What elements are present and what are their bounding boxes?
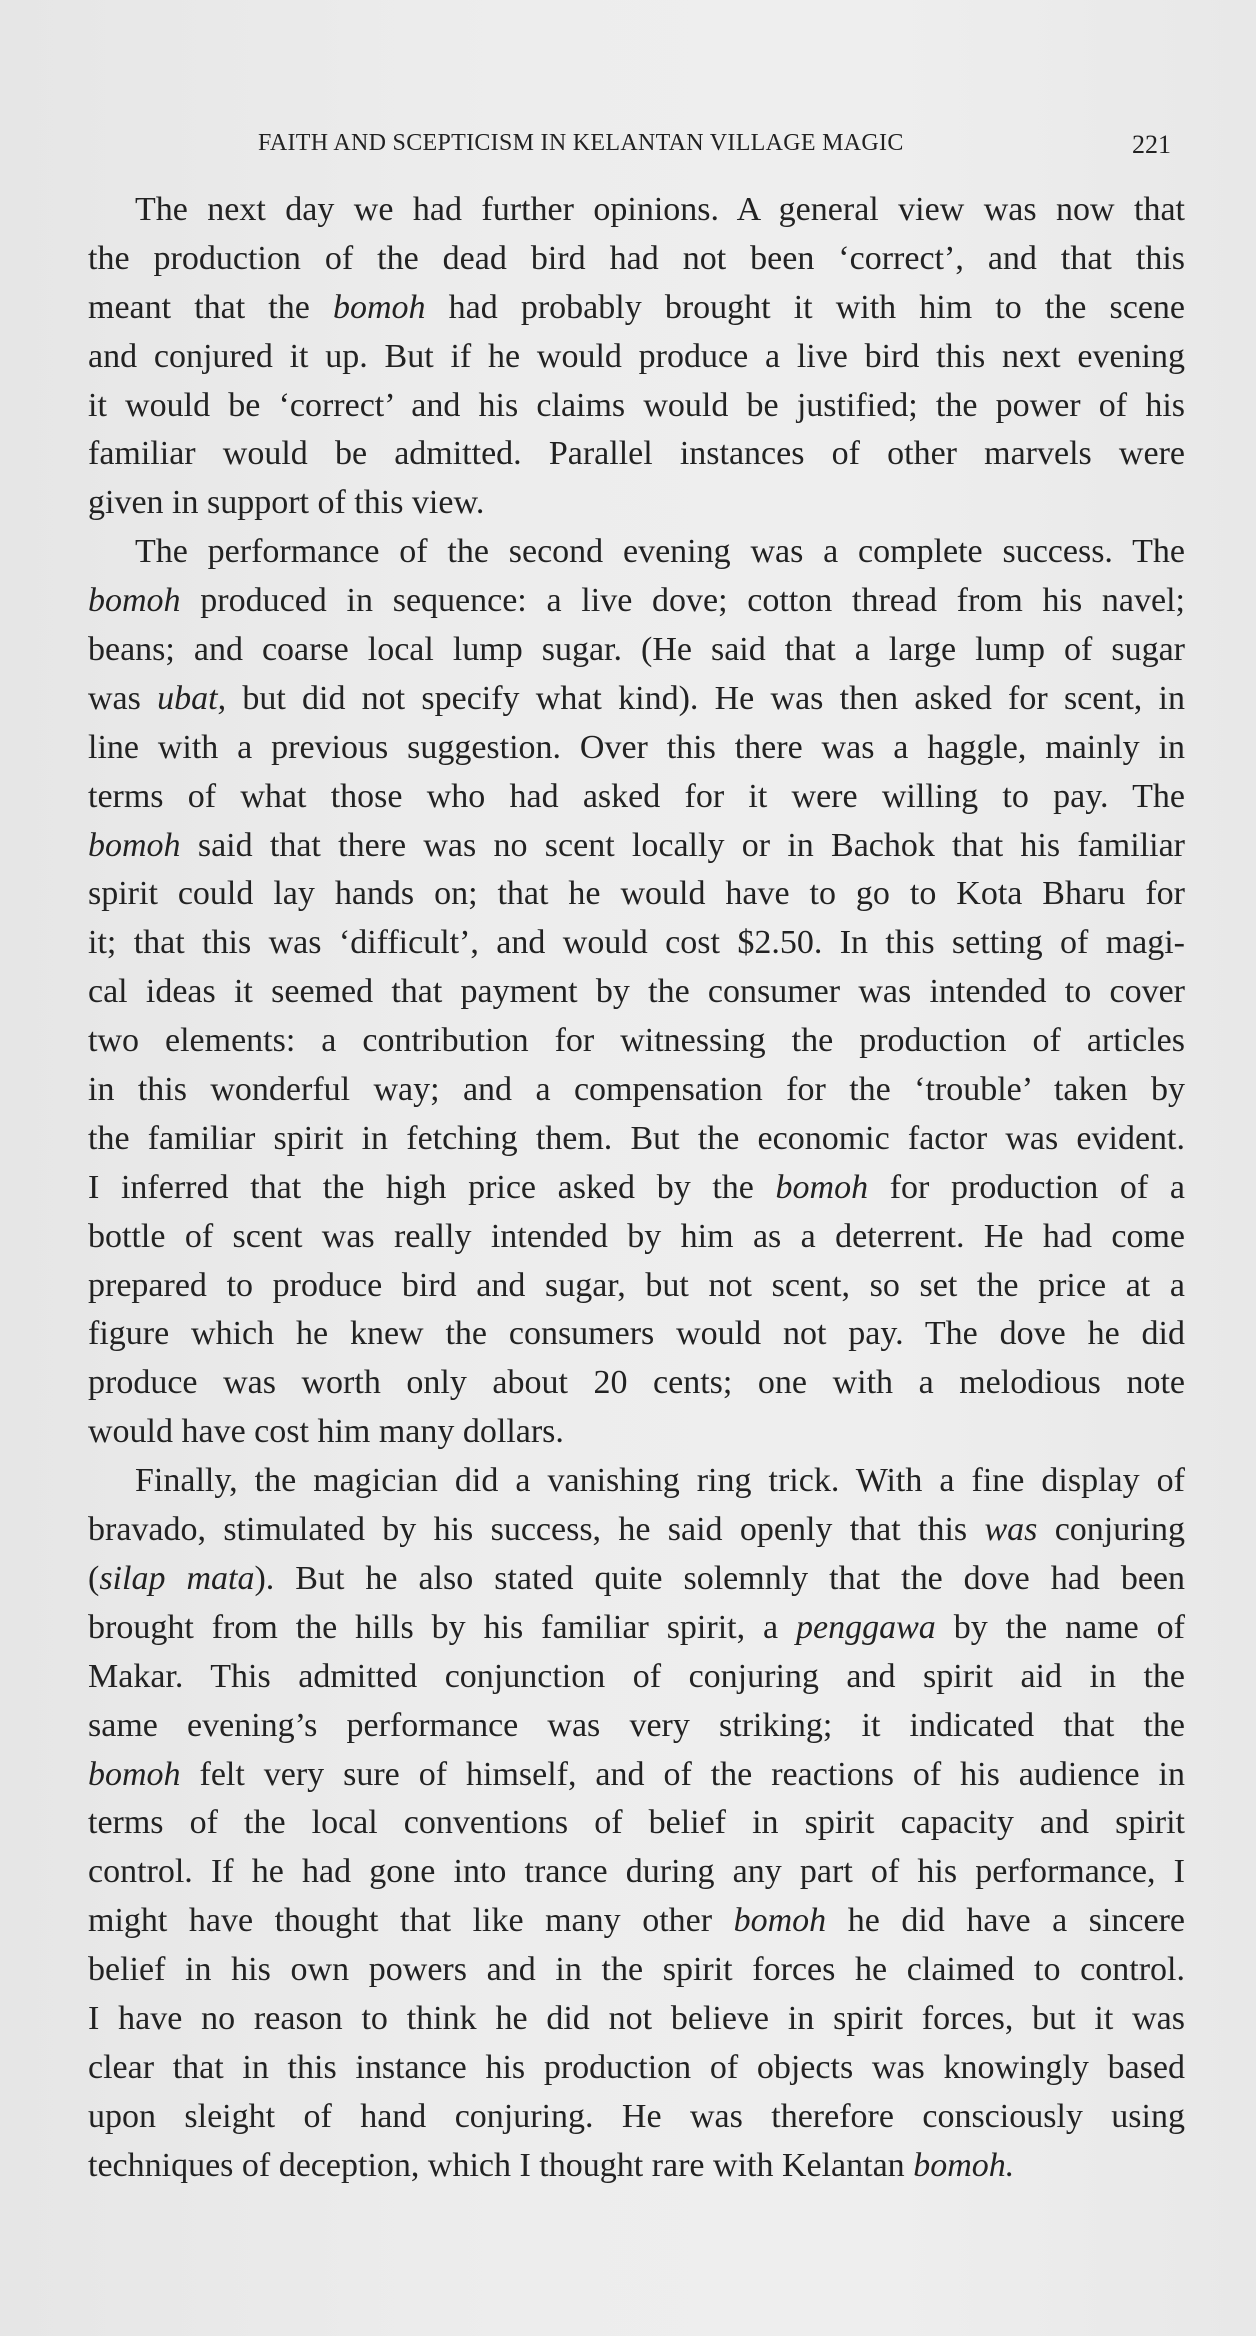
italic-text: ubat, (157, 679, 227, 717)
text-line (88, 1457, 1185, 1506)
text-line (88, 724, 1185, 773)
page-number: 221 (1132, 130, 1171, 159)
paragraph (88, 186, 1185, 528)
text-segment: brought from the hills by his familiar spirit, a (88, 1608, 797, 1646)
text-segment: it; that this was ‘difficult’, and would cost $2.50. In this setting of magi- (88, 924, 1185, 962)
italic-text: was (984, 1511, 1038, 1549)
text-line (88, 1506, 1185, 1555)
text-line (88, 1115, 1185, 1164)
italic-text: bomoh. (913, 2146, 1015, 2184)
text-segment: the familiar spirit in fetching them. But the economic factor was evident. (88, 1119, 1185, 1157)
text-segment: same evening’s performance was very striking; it indicated that the (88, 1706, 1185, 1744)
text-segment: the production of the dead bird had not been ‘correct’, and that this (88, 239, 1185, 277)
text-segment: given in support of this view. (88, 484, 485, 522)
text-line (88, 333, 1185, 382)
text-segment: and conjured it up. But if he would produce a live bird this next evening (88, 337, 1185, 375)
text-segment: The next day we had further opinions. A general view was now that (135, 191, 1185, 228)
italic-text: silap mata (99, 1559, 255, 1597)
text-line (88, 1017, 1185, 1066)
text-segment: it would be ‘correct’ and his claims would be justified; the power of his (88, 386, 1185, 424)
text-segment: Makar. This admitted conjunction of conjuring and spirit aid in the (88, 1657, 1185, 1695)
italic-text: bomoh (733, 1902, 827, 1940)
text-segment: figure which he knew the consumers would not pay. The dove he did (88, 1315, 1185, 1353)
paragraph (88, 1457, 1185, 2190)
text-segment: he did have a sincere (826, 1902, 1185, 1940)
text-line (88, 2093, 1185, 2142)
body-text (88, 186, 1185, 2191)
text-segment: terms of the local conventions of belief in spirit capacity and spirit (88, 1804, 1185, 1842)
text-segment: spirit could lay hands on; that he would have to go to Kota Bharu for (88, 875, 1185, 913)
text-segment: was (88, 679, 158, 717)
italic-text: penggawa (796, 1608, 936, 1646)
text-line (88, 1702, 1185, 1751)
text-segment: meant that the (88, 288, 333, 326)
text-segment: felt very sure of himself, and of the reactions of his audience in (180, 1755, 1185, 1793)
text-segment: terms of what those who had asked for it were willing to pay. The (88, 777, 1185, 815)
text-segment: belief in his own powers and in the spirit forces he claimed to control. (88, 1951, 1185, 1989)
text-segment: beans; and coarse local lump sugar. (He said that a large lump of sugar (88, 631, 1185, 669)
text-line (88, 577, 1185, 626)
text-segment: ( (88, 1559, 100, 1597)
text-segment: control. If he had gone into trance during any part of his performance, I (88, 1853, 1185, 1891)
paragraph (88, 528, 1185, 1457)
text-segment: cal ideas it seemed that payment by the consumer was intended to cover (88, 973, 1185, 1011)
text-segment: might have thought that like many other (88, 1902, 734, 1940)
text-segment: produced in sequence: a live dove; cotton thread from his navel; (180, 582, 1185, 620)
text-line (88, 284, 1185, 333)
text-segment: Finally, the magician did a vanishing ring trick. With a fine display of (135, 1462, 1185, 1500)
text-line (88, 1164, 1185, 1213)
text-line (88, 1653, 1185, 1702)
text-line (88, 1848, 1185, 1897)
running-head: FAITH AND SCEPTICISM IN KELANTAN VILLAGE MAGIC (258, 130, 904, 156)
text-line (88, 430, 1185, 479)
text-line (88, 626, 1185, 675)
text-line (88, 479, 1185, 528)
text-line (88, 1751, 1185, 1800)
text-segment: by the name of (935, 1608, 1185, 1646)
text-line (88, 1555, 1185, 1604)
text-segment: in this wonderful way; and a compensation for the ‘trouble’ taken by (88, 1071, 1185, 1109)
text-line (88, 1066, 1185, 1115)
text-segment: upon sleight of hand conjuring. He was therefore consciously using (88, 2097, 1185, 2135)
text-line (88, 2142, 1185, 2191)
text-segment: I have no reason to think he did not believe in spirit forces, but it was (88, 1999, 1185, 2037)
text-line (88, 1946, 1185, 1995)
text-segment: for production of a (868, 1168, 1185, 1206)
text-line (88, 235, 1185, 284)
text-segment: said that there was no scent locally or in Bachok that his familiar (180, 826, 1185, 864)
text-segment: familiar would be admitted. Parallel instances of other marvels were (88, 435, 1185, 473)
text-line (88, 919, 1185, 968)
text-line (88, 1408, 1185, 1457)
italic-text: bomoh (88, 826, 181, 864)
text-line (88, 968, 1185, 1017)
italic-text: bomoh (88, 1755, 181, 1793)
italic-text: bomoh (775, 1168, 869, 1206)
text-segment: produce was worth only about 20 cents; one with a melodious note (88, 1364, 1185, 1402)
text-segment: conjuring (1037, 1511, 1185, 1549)
text-line (88, 1213, 1185, 1262)
text-line (88, 186, 1185, 235)
text-segment: techniques of deception, which I thought rare with Kelantan (88, 2146, 914, 2184)
text-segment: two elements: a contribution for witnessing the production of articles (88, 1022, 1185, 1060)
italic-text: bomoh (88, 582, 181, 620)
text-line (88, 1897, 1185, 1946)
text-segment: ). But he also stated quite solemnly that the dove had been (254, 1559, 1186, 1597)
text-line (88, 528, 1185, 577)
text-line (88, 773, 1185, 822)
text-segment: prepared to produce bird and sugar, but not scent, so set the price at a (88, 1266, 1185, 1304)
text-segment: but did not specify what kind). He was then asked for scent, in (226, 679, 1185, 717)
text-line (88, 1262, 1185, 1311)
text-segment: The performance of the second evening was a complete success. The (135, 533, 1185, 571)
text-line (88, 2044, 1185, 2093)
text-segment: line with a previous suggestion. Over this there was a haggle, mainly in (88, 728, 1185, 766)
text-segment: would have cost him many dollars. (88, 1413, 564, 1451)
italic-text: bomoh (332, 288, 426, 326)
text-segment: bravado, stimulated by his success, he said openly that this (88, 1511, 985, 1549)
text-line (88, 1604, 1185, 1653)
text-line (88, 1359, 1185, 1408)
text-line (88, 675, 1185, 724)
text-segment: bottle of scent was really intended by him as a deterrent. He had come (88, 1217, 1185, 1255)
text-segment: I inferred that the high price asked by the (88, 1168, 776, 1206)
text-line (88, 822, 1185, 871)
text-line (88, 1799, 1185, 1848)
text-line (88, 1310, 1185, 1359)
text-line (88, 382, 1185, 431)
text-line (88, 1995, 1185, 2044)
text-segment: had probably brought it with him to the scene (425, 288, 1185, 326)
text-line (88, 870, 1185, 919)
text-segment: clear that in this instance his production of objects was knowingly based (88, 2048, 1185, 2086)
